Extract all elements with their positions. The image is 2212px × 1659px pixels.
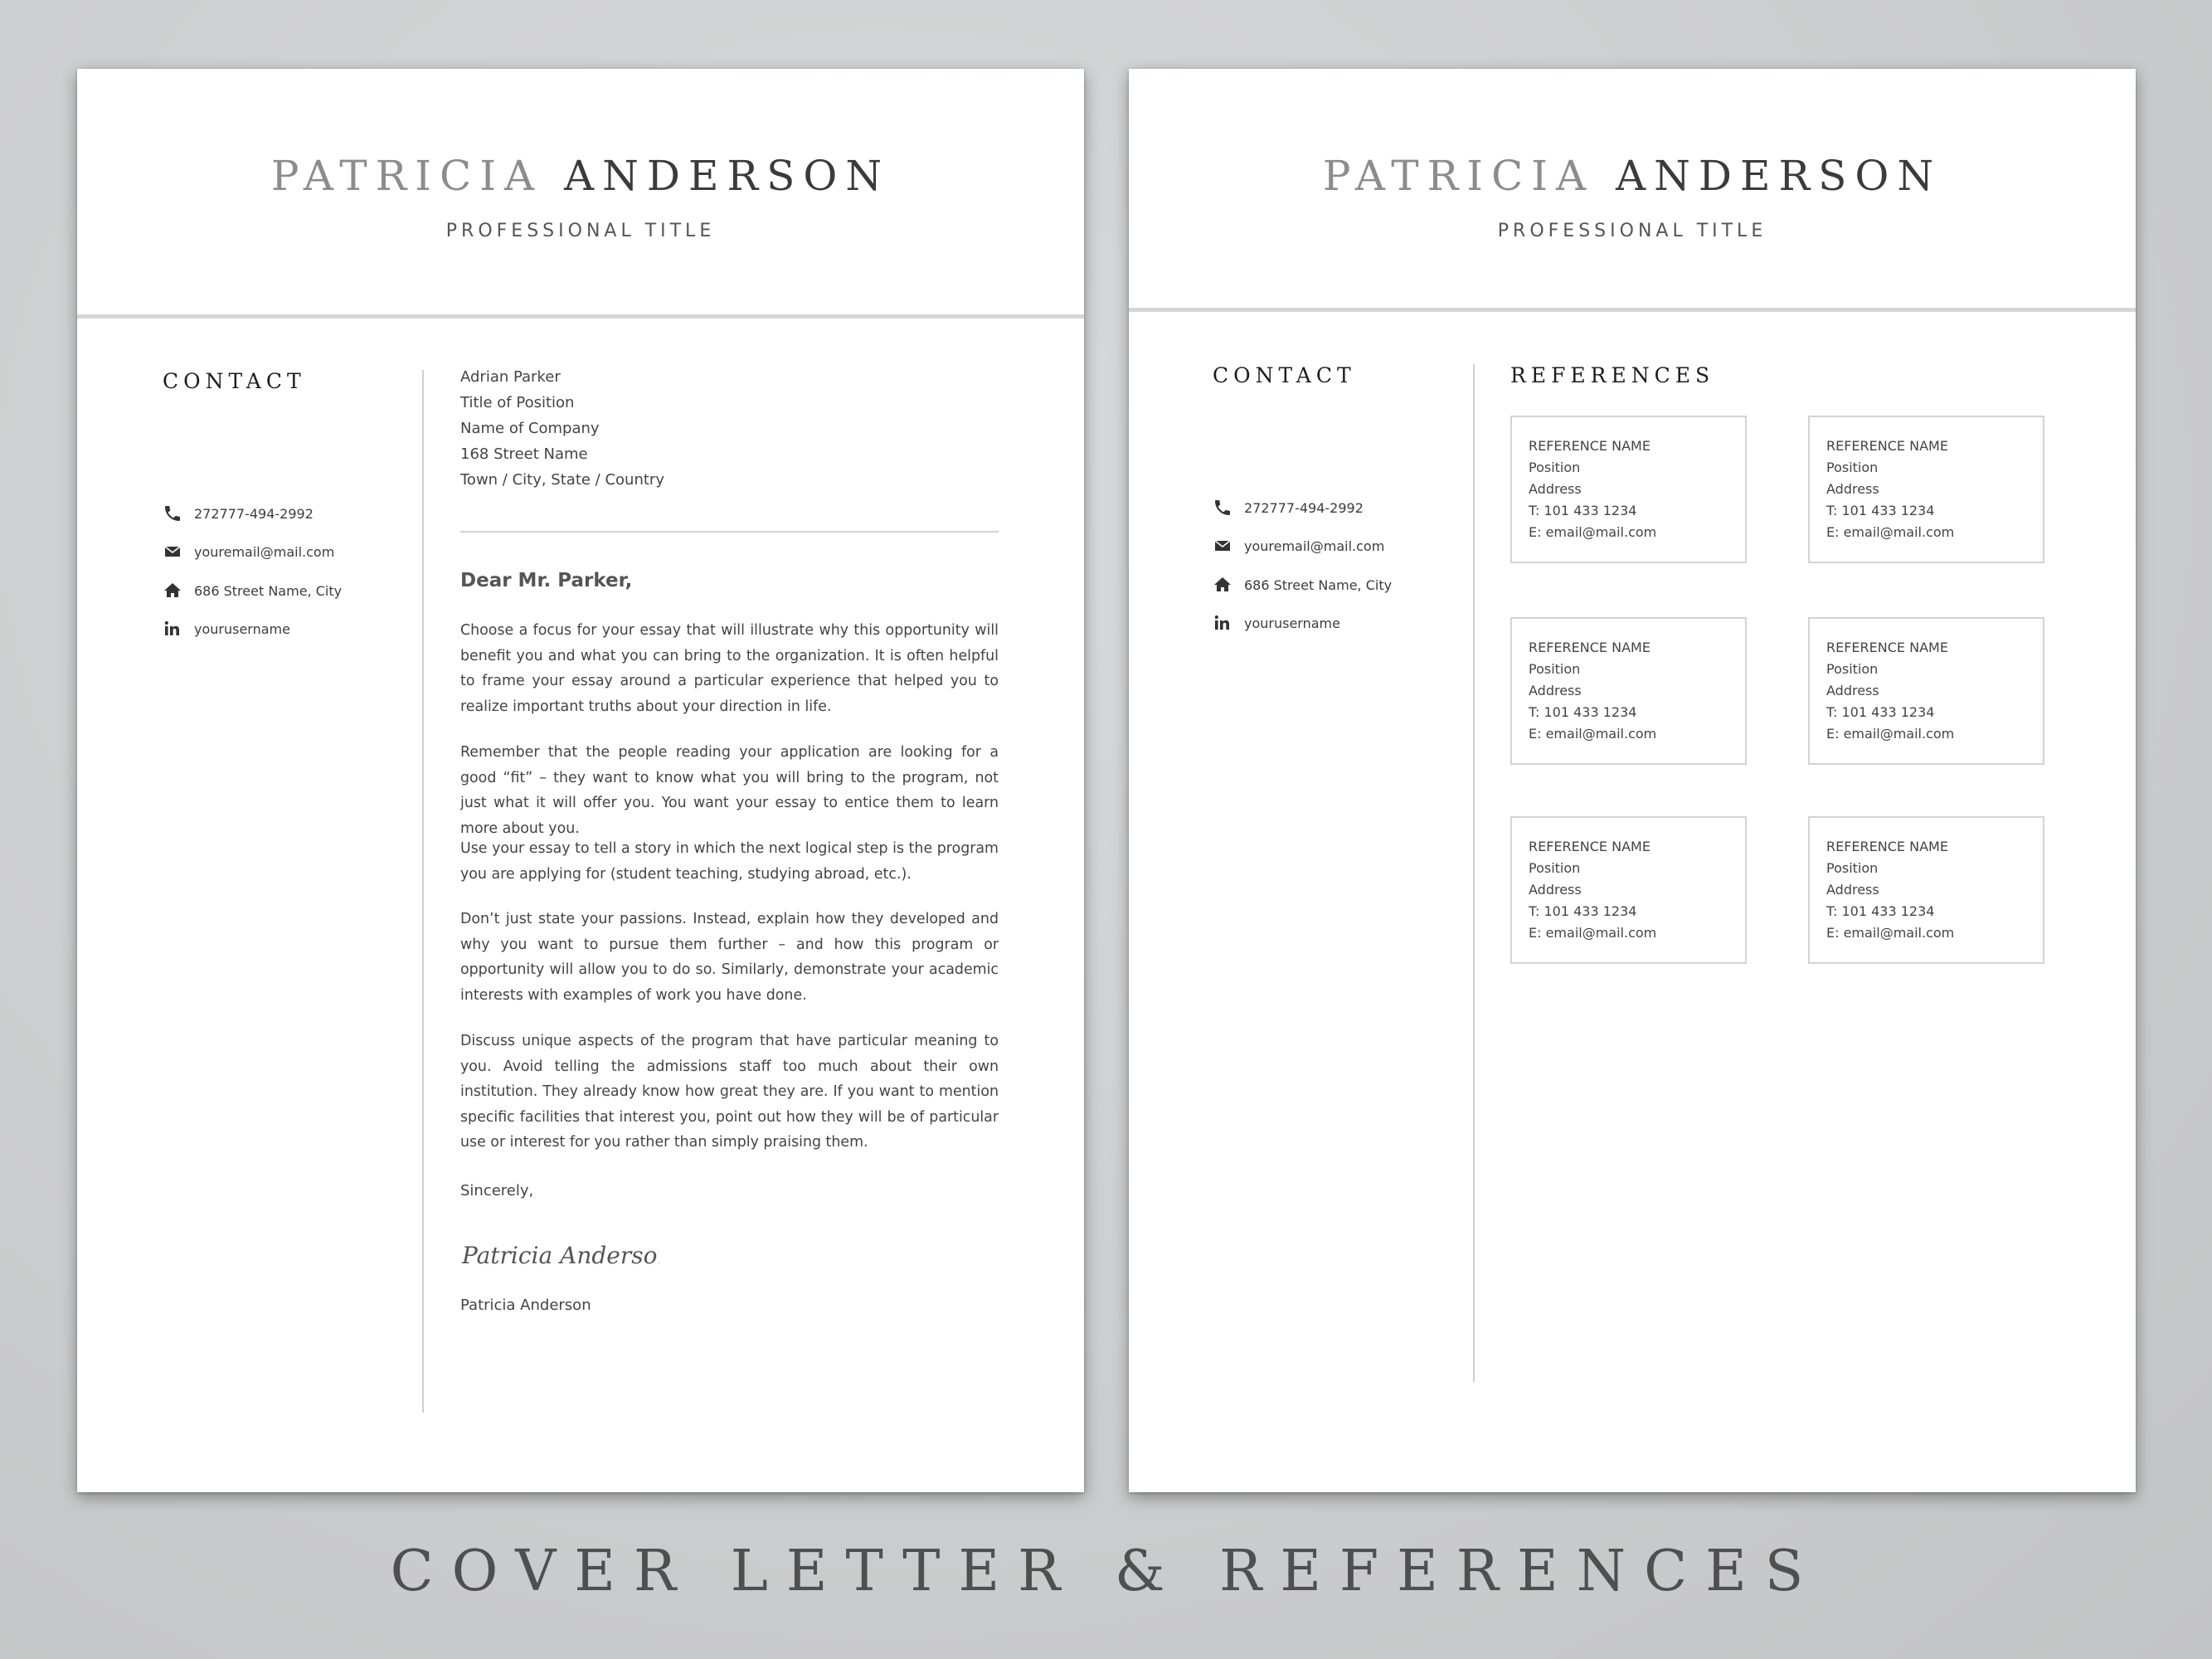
email-text: youremail@mail.com [194,543,335,560]
reference-name: REFERENCE NAME [1529,640,1650,655]
home-icon [1213,575,1232,595]
professional-title: PROFESSIONAL TITLE [1497,221,1767,241]
contact-heading: CONTACT [1213,363,1356,387]
mail-icon [163,542,182,562]
phone-text: 272777-494-2992 [194,505,314,522]
contact-email [163,539,334,564]
reference-position: Position [1826,860,1879,876]
recipient-city: Town / City, State / Country [460,471,664,489]
letter-paragraph: Use your essay to tell a story in which the next logical step is the program you are applying for (student teaching, studying abroad, etc.). [460,840,999,883]
recipient-name: Adrian Parker [460,368,561,386]
reference-phone: T: 101 433 1234 [1826,903,1935,919]
reference-email: E: email@mail.com [1529,925,1657,941]
references-page [1129,69,2136,1492]
reference-position: Position [1826,661,1879,677]
salutation: Dear Mr. Parker, [460,570,633,591]
reference-position: Position [1529,661,1581,677]
reference-email: E: email@mail.com [1826,524,1955,540]
resume-name [77,152,1084,200]
contact-heading: CONTACT [163,369,306,393]
reference-phone: T: 101 433 1234 [1826,704,1935,720]
first-name: PATRICIA [270,152,543,200]
reference-card [1808,816,2044,964]
reference-address: Address [1826,481,1879,497]
reference-address: Address [1826,882,1879,898]
letter-divider [460,531,999,533]
professional-title: PROFESSIONAL TITLE [445,221,716,241]
contact-phone [1213,495,1364,520]
reference-address: Address [1529,481,1582,497]
signed-name: Patricia Anderson [460,1297,591,1314]
reference-address: Address [1826,683,1879,698]
reference-card [1510,816,1747,964]
cover-letter-page [77,69,1084,1492]
reference-name: REFERENCE NAME [1826,640,1948,655]
header-divider [77,314,1084,319]
letter-paragraph: Choose a focus for your essay that will illustrate why this opportunity will benefit you and what you can bring to the organization. It is often helpful to frame your essay around a particular experience that helped you to realize important truths about your direction in life. [460,622,999,715]
mail-icon [1213,536,1232,556]
resume-name [1129,152,2136,200]
phone-icon [1213,498,1232,518]
reference-email: E: email@mail.com [1826,925,1955,941]
home-icon [163,581,182,601]
reference-email: E: email@mail.com [1529,726,1657,742]
contact-phone [163,501,314,526]
reference-name: REFERENCE NAME [1826,839,1948,854]
reference-card [1808,617,2044,765]
phone-icon [163,504,182,523]
reference-position: Position [1529,460,1581,475]
linkedin-text: yourusername [194,620,290,637]
address-text: 686 Street Name, City [194,582,343,599]
column-divider [422,370,424,1413]
reference-email: E: email@mail.com [1529,524,1657,540]
reference-name: REFERENCE NAME [1826,438,1948,454]
column-divider [1473,364,1475,1382]
recipient-title: Title of Position [460,394,575,411]
contact-address [163,578,342,603]
email-text: youremail@mail.com [1244,538,1385,554]
signature-image [460,1230,659,1284]
reference-name: REFERENCE NAME [1529,839,1650,854]
linkedin-icon [1213,613,1232,633]
recipient-company: Name of Company [460,420,600,437]
phone-text: 272777-494-2992 [1244,499,1364,516]
reference-card [1808,416,2044,563]
reference-phone: T: 101 433 1234 [1529,903,1637,919]
address-text: 686 Street Name, City [1244,577,1393,593]
svg-text:Patricia Anderson: Patricia Anderson [462,1242,659,1269]
letter-paragraph: Remember that the people reading your application are looking for a good “fit” – they want to know what you will bring to the program, not just what it will offer you. You want your essay to entice them to learn more about you. [460,744,999,837]
caption: COVER LETTER & REFERENCES [390,1539,1822,1604]
contact-email [1213,533,1384,558]
linkedin-icon [163,619,182,639]
reference-address: Address [1529,683,1582,698]
closing: Sincerely, [460,1182,534,1199]
reference-position: Position [1826,460,1879,475]
reference-name: REFERENCE NAME [1529,438,1650,454]
reference-card [1510,617,1747,765]
reference-card [1510,416,1747,563]
header-divider [1129,308,2136,312]
contact-linkedin [163,616,290,641]
contact-linkedin [1213,611,1340,635]
reference-address: Address [1529,882,1582,898]
contact-address [1213,572,1392,597]
recipient-street: 168 Street Name [460,445,588,463]
last-name: ANDERSON [564,152,891,200]
first-name: PATRICIA [1322,152,1595,200]
linkedin-text: yourusername [1244,615,1340,631]
last-name: ANDERSON [1616,152,1942,200]
letter-paragraph: Don’t just state your passions. Instead, explain how they developed and why you want to pursue them further – and how this program or opportunity will allow you to do so. Similarly, demonstrate your academic interests with examples of work you have done. [460,911,999,1004]
reference-phone: T: 101 433 1234 [1826,503,1935,518]
reference-phone: T: 101 433 1234 [1529,503,1637,518]
reference-phone: T: 101 433 1234 [1529,704,1637,720]
references-heading: REFERENCES [1510,363,1715,387]
letter-paragraph: Discuss unique aspects of the program that have particular meaning to you. Avoid telling the admissions staff too much about their own institution. They already know how great they are. If you want to mention specific facilities that interest you, point out how they will be of particular use or interest for you rather than simply praising them. [460,1033,999,1151]
reference-position: Position [1529,860,1581,876]
reference-email: E: email@mail.com [1826,726,1955,742]
